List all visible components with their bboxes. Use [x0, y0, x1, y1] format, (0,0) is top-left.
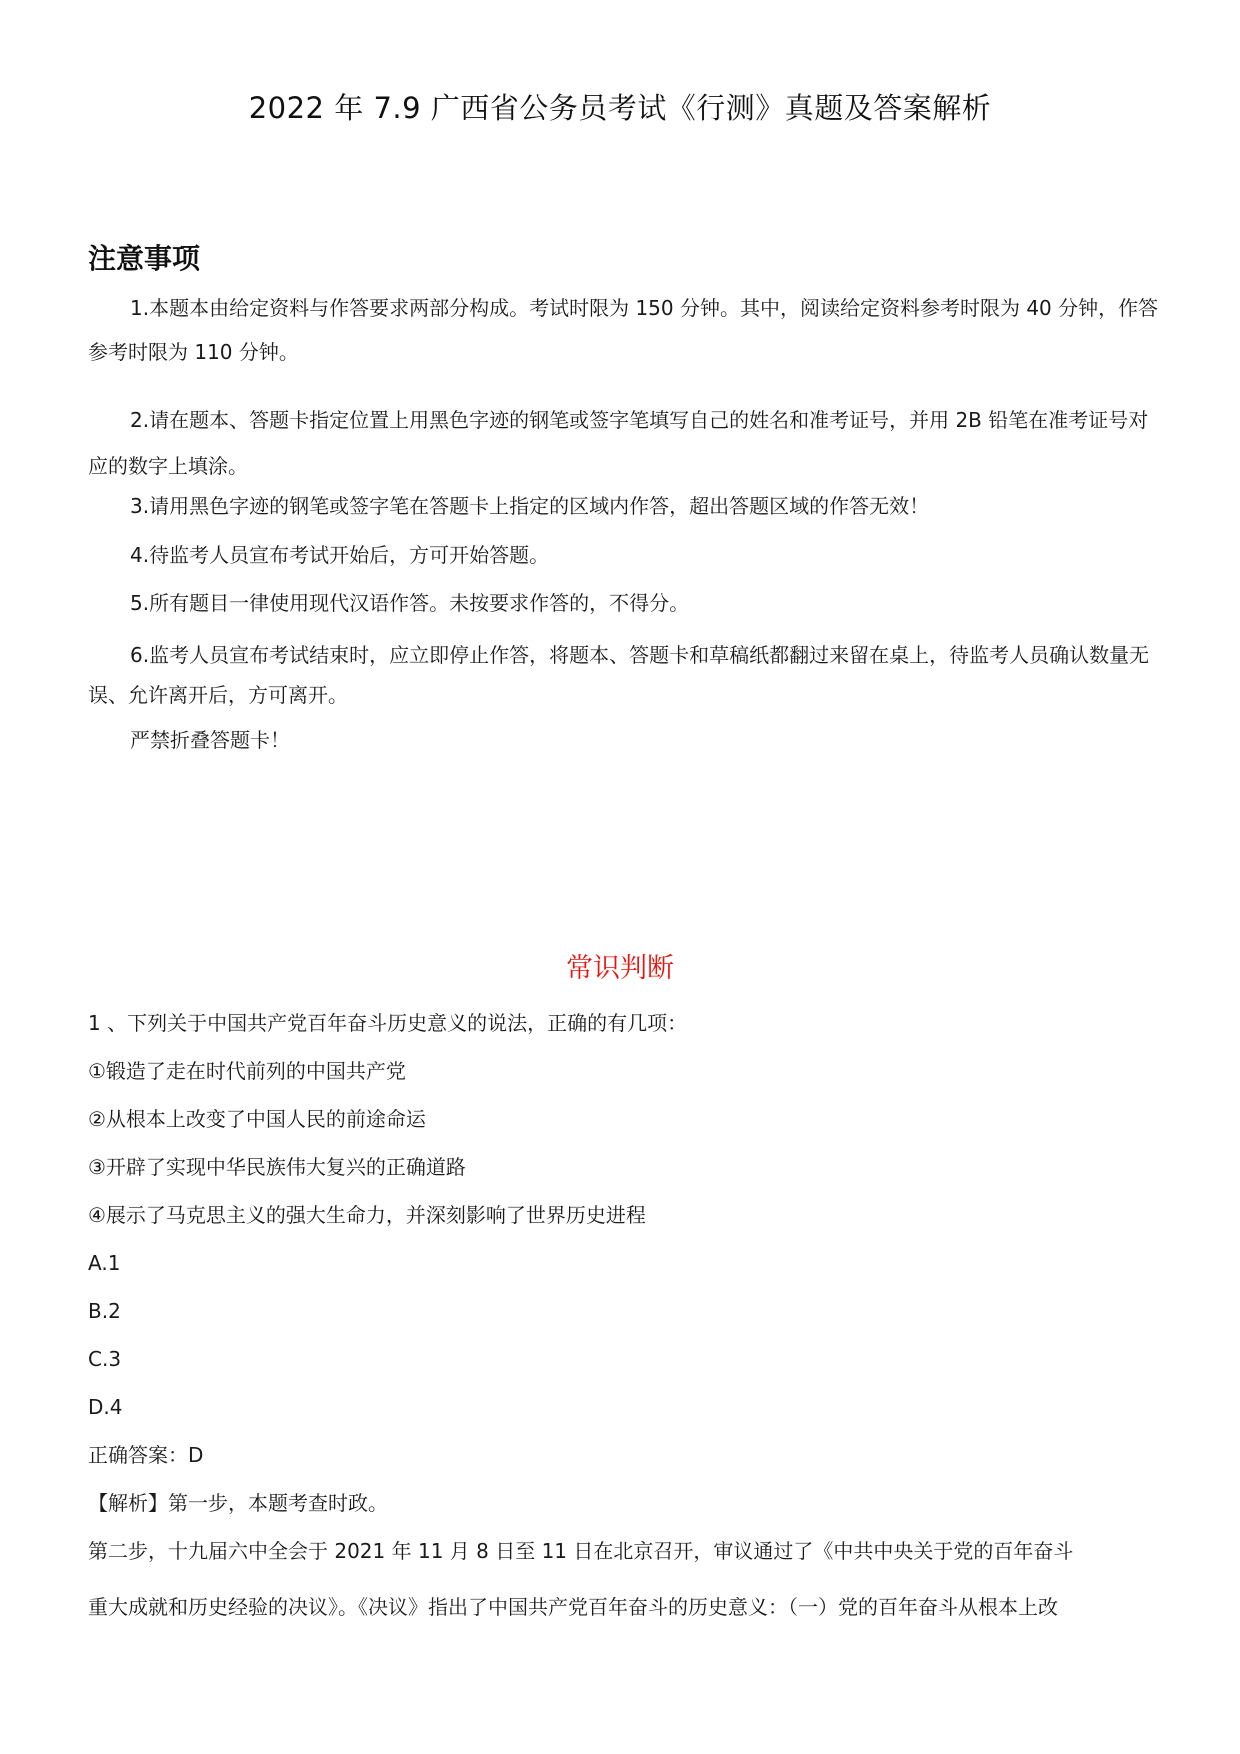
- notice-item-5: 5.所有题目一律使用现代汉语作答。未按要求作答的，不得分。: [130, 591, 690, 615]
- question-statement-2: ②从根本上改变了中国人民的前途命运: [88, 1107, 426, 1131]
- question-stem: 1 、下列关于中国共产党百年奋斗历史意义的说法，正确的有几项：: [88, 1011, 688, 1035]
- document-title: 2022 年 7.9 广西省公务员考试《行测》真题及答案解析: [248, 91, 992, 125]
- option-a: A.1: [88, 1251, 121, 1275]
- notice-item-1: 1.本题本由给定资料与作答要求两部分构成。考试时限为 150 分钟。其中，阅读给定资料参考时限为 40 分钟，作答参考时限为 110 分钟。: [88, 296, 1159, 364]
- notice-heading: 注意事项: [88, 242, 201, 275]
- notice-item-7: 严禁折叠答题卡！: [130, 728, 290, 752]
- section-heading: 常识判断: [566, 953, 674, 984]
- option-d: D.4: [88, 1395, 123, 1419]
- notice-item-4: 4.待监考人员宣布考试开始后，方可开始答题。: [130, 543, 550, 567]
- option-b: B.2: [88, 1299, 121, 1323]
- notice-item-3: 3.请用黑色字迹的钢笔或签字笔在答题卡上指定的区域内作答，超出答题区域的作答无效！: [130, 494, 930, 518]
- question-statement-1: ①锻造了走在时代前列的中国共产党: [88, 1059, 406, 1083]
- analysis-step-1: 【解析】第一步，本题考查时政。: [88, 1491, 388, 1515]
- question-statement-3: ③开辟了实现中华民族伟大复兴的正确道路: [88, 1155, 466, 1179]
- notice-item-2: 2.请在题本、答题卡指定位置上用黑色字迹的钢笔或签字笔填写自己的姓名和准考证号，并用 2B 铅笔在准考证号对应的数字上填涂。: [88, 408, 1149, 478]
- question-statement-4: ④展示了马克思主义的强大生命力，并深刻影响了世界历史进程: [88, 1203, 646, 1227]
- correct-answer: 正确答案：D: [88, 1443, 204, 1467]
- analysis-step-2-line-2: 重大成就和历史经验的决议》。《决议》指出了中国共产党百年奋斗的历史意义：（一）党的百年奋斗从根本上改: [88, 1595, 1058, 1619]
- analysis-step-2-line-1: 第二步，十九届六中全会于 2021 年 11 月 8 日至 11 日在北京召开，审议通过了《中共中央关于党的百年奋斗: [88, 1539, 1074, 1563]
- option-c: C.3: [88, 1347, 122, 1371]
- notice-item-6: 6.监考人员宣布考试结束时，应立即停止作答，将题本、答题卡和草稿纸都翻过来留在桌上，待监考人员确认数量无误、允许离开后，方可离开。: [88, 643, 1150, 707]
